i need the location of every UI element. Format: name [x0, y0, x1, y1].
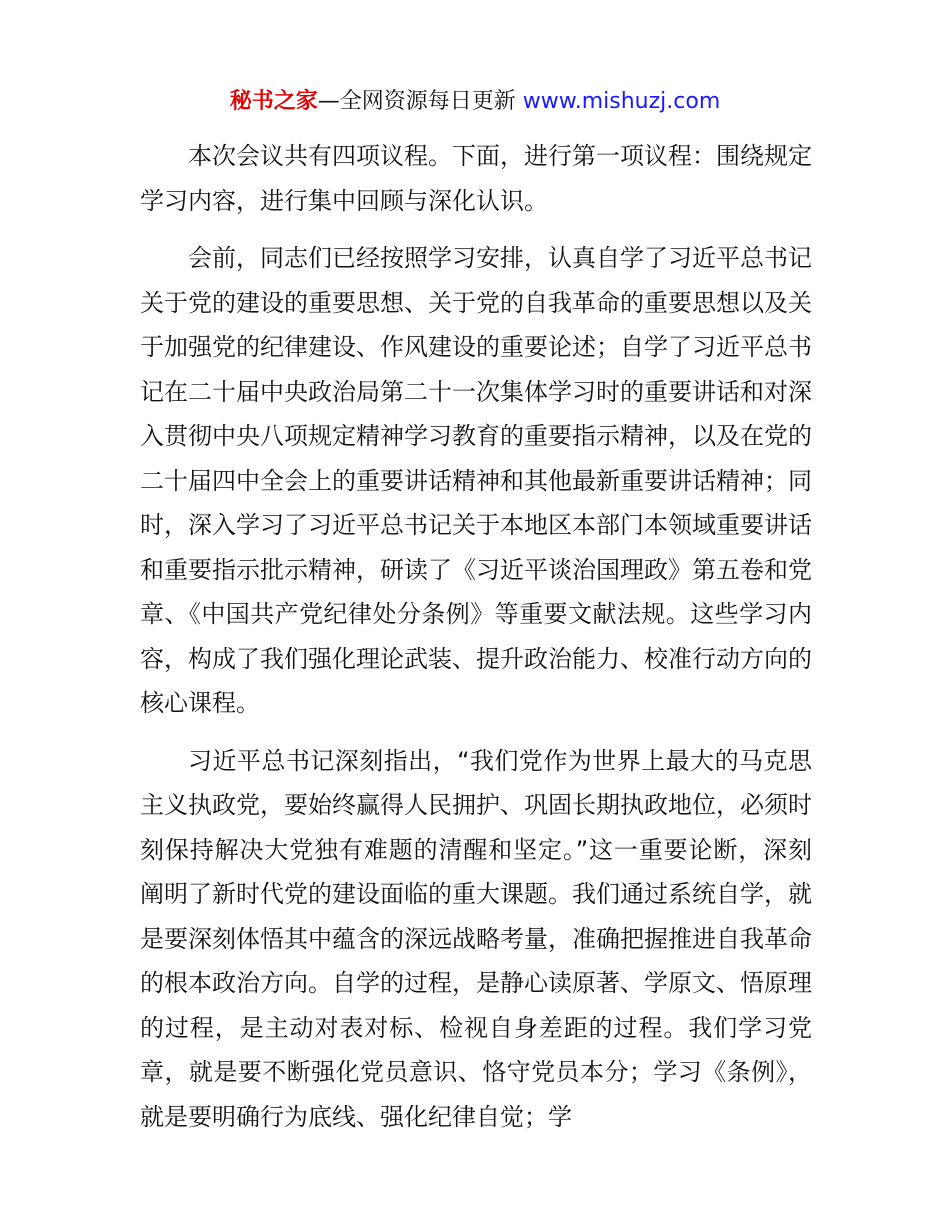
site-header: [0, 86, 950, 118]
paragraph-3: 习近平总书记深刻指出，“我们党作为世界上最大的马克思主义执政党，要始终赢得人民拥护、巩固长期执政地位，必须时刻保持解决大党独有难题的清醒和坚定。”这一重要论断，深刻阐明了新时代党的建设面临的重大课题。我们通过系统自学，就是要深刻体悟其中蕴含的深远战略考量，准确把握推进自我革命的根本政治方向。自学的过程，是静心读原著、学原文、悟原理的过程，是主动对表对标、检视自身差距的过程。我们学习党章，就是要不断强化党员意识、恪守党员本分；学习《条例》，就是要明确行为底线、强化纪律自觉；学: [140, 746, 812, 1131]
paragraph-1: 本次会议共有四项议程。下面，进行第一项议程：围绕规定学习内容，进行集中回顾与深化认识。: [140, 142, 812, 215]
site-tagline: —全网资源每日更新: [317, 89, 523, 114]
site-brand: 秘书之家: [229, 89, 318, 114]
paragraph-2: 会前，同志们已经按照学习安排，认真自学了习近平总书记关于党的建设的重要思想、关于党的自我革命的重要思想以及关于加强党的纪律建设、作风建设的重要论述；自学了习近平总书记在二十届中央政治局第二十一次集体学习时的重要讲话和对深入贯彻中央八项规定精神学习教育的重要指示精神，以及在党的二十届四中全会上的重要讲话精神和其他最新重要讲话精神；同时，深入学习了习近平总书记关于本地区本部门本领域重要讲话和重要指示批示精神，研读了《习近平谈治国理政》第五卷和党章、《中国共产党纪律处分条例》等重要文献法规。这些学习内容，构成了我们强化理论武装、提升政治能力、校准行动方向的核心课程。: [140, 244, 812, 717]
site-url-link[interactable]: www.mishuzj.com: [522, 89, 721, 114]
document-body: [140, 134, 812, 1152]
